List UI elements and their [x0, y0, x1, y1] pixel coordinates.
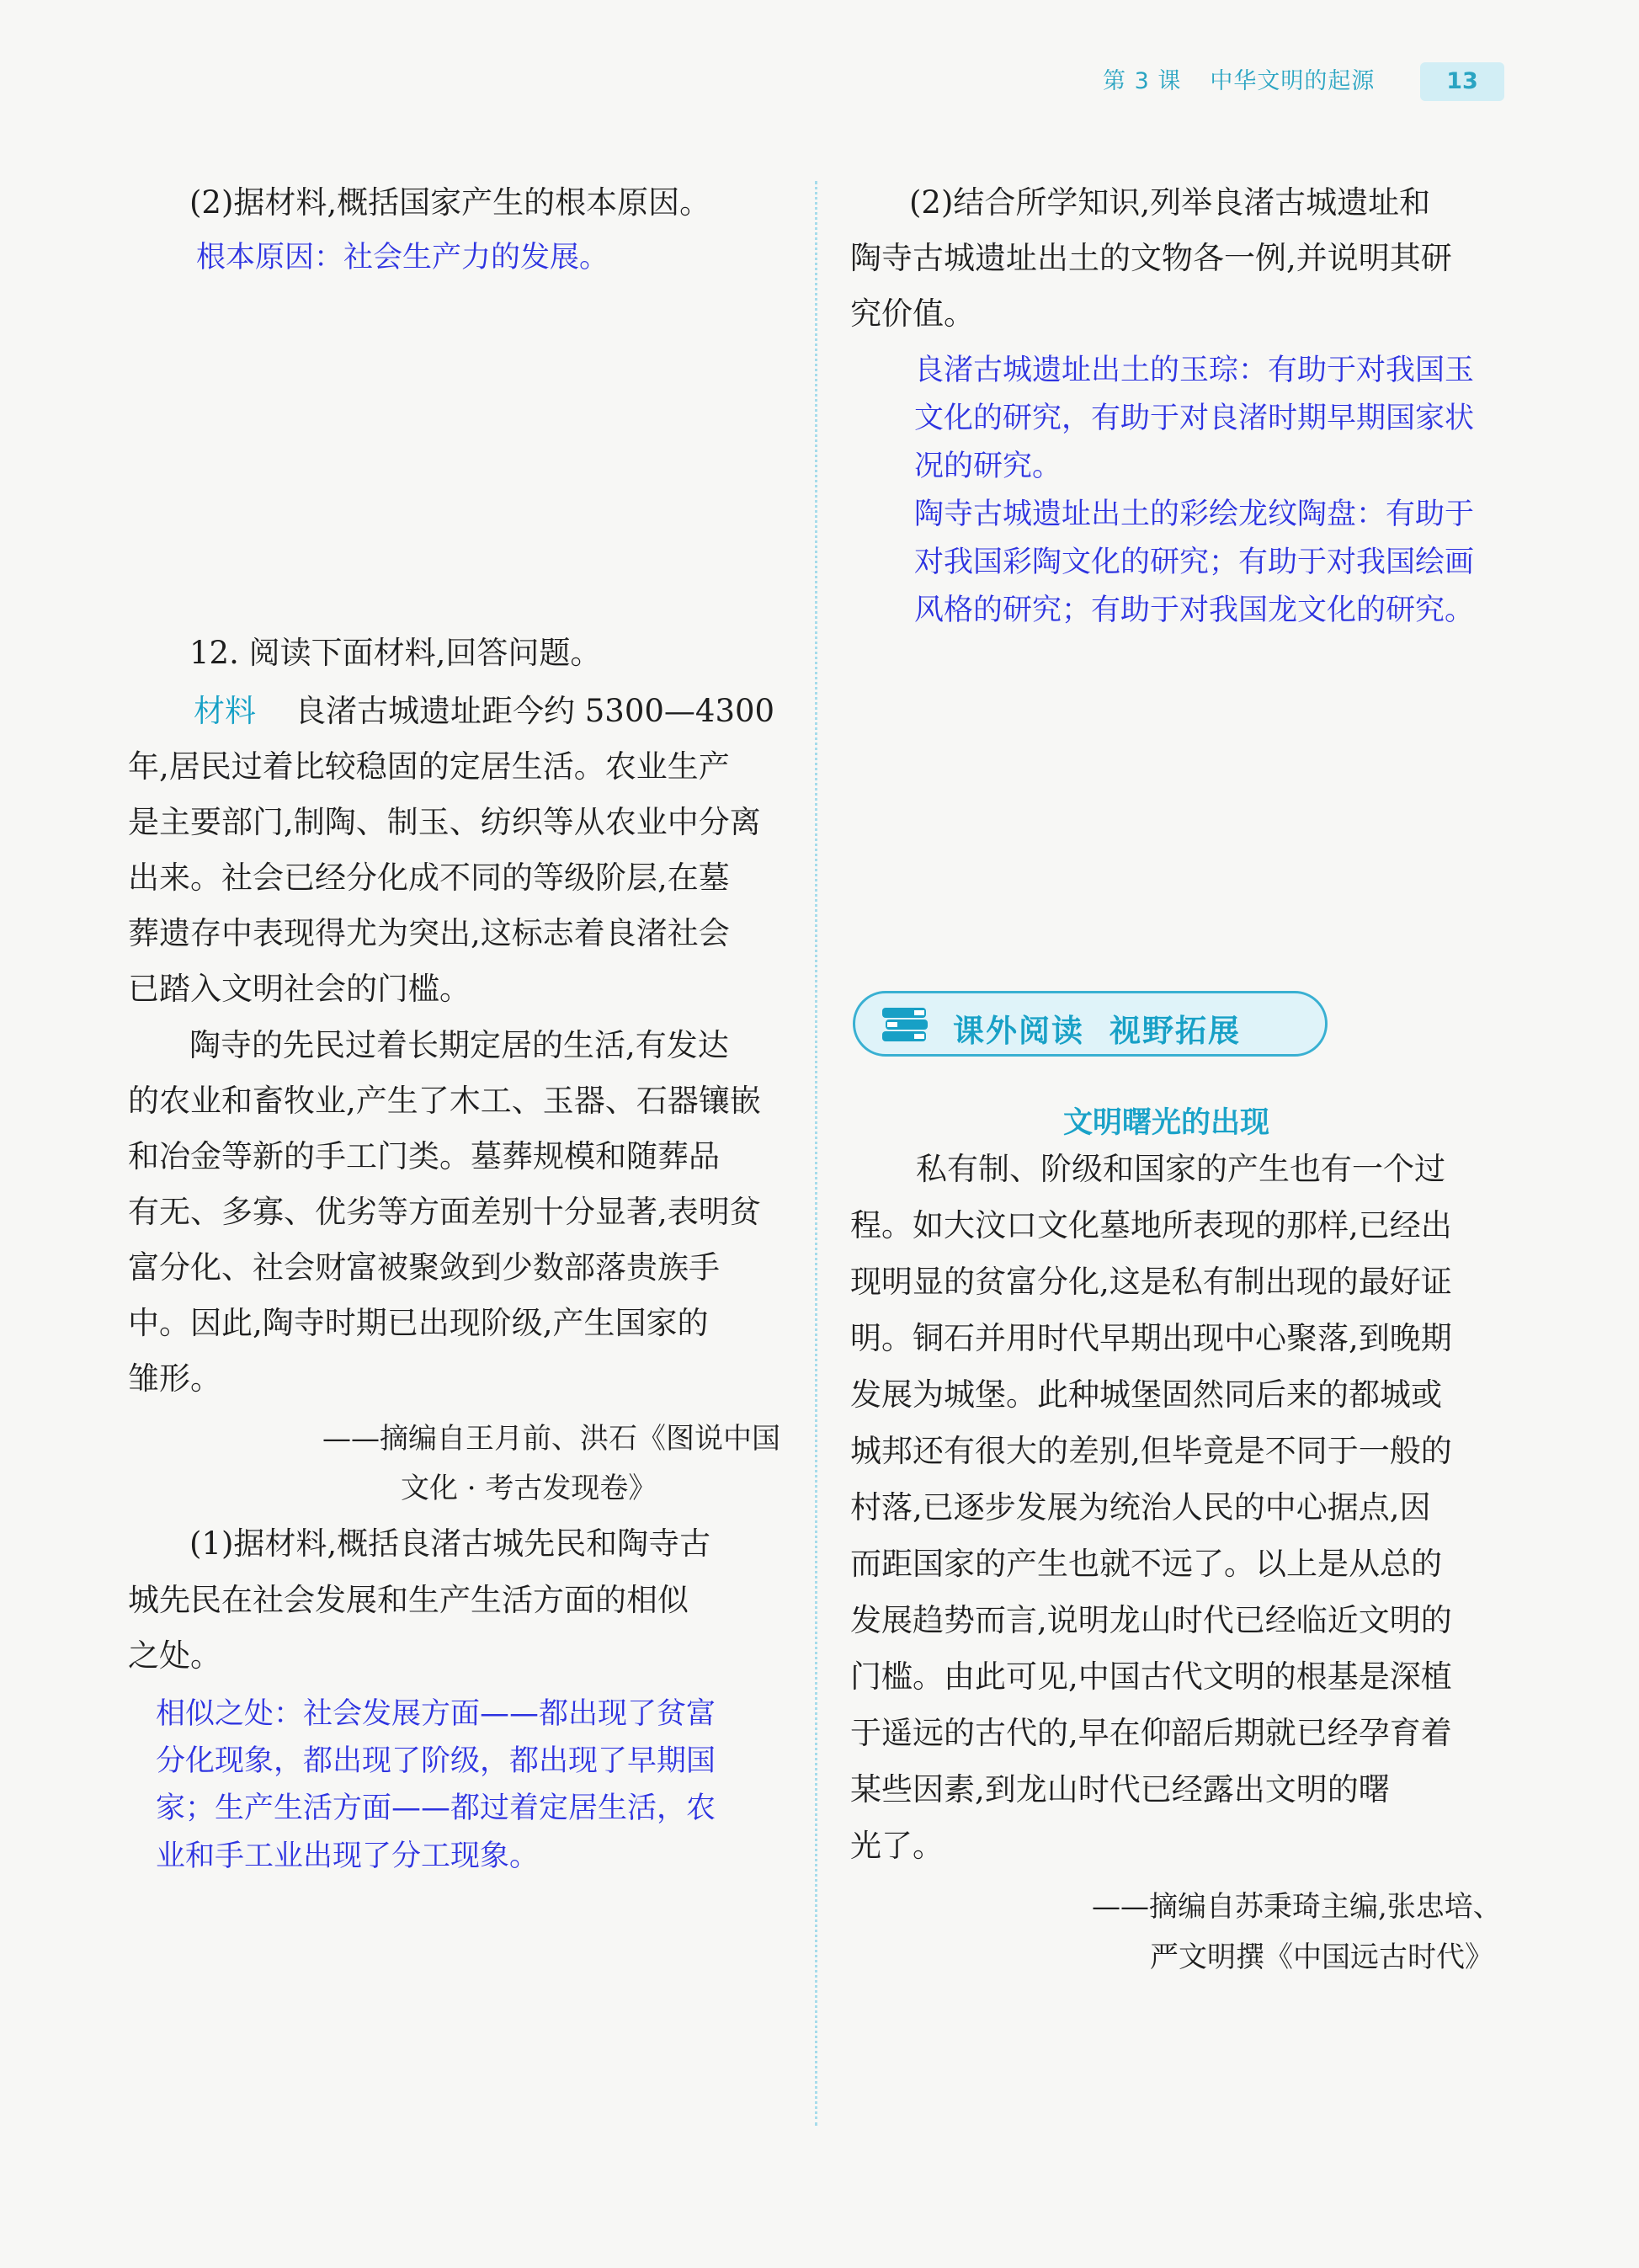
material-line: 已踏入文明社会的门槛。 [128, 971, 471, 1007]
reading-line: 村落,已逐步发展为统治人民的中心据点,因 [850, 1489, 1431, 1525]
banner-left-text: 课外阅读 [953, 1013, 1084, 1049]
question-1-answer: 相似之处：社会发展方面——都出现了贫富 [156, 1697, 716, 1731]
reading-line: 某些因素,到龙山时代已经露出文明的曙 [850, 1771, 1390, 1807]
question-12-title: 12. 阅读下面材料,回答问题。 [189, 635, 602, 671]
reading-line: 而距国家的产生也就不远了。以上是从总的 [850, 1546, 1442, 1582]
question-2-prompt-right: 陶寺古城遗址出土的文物各一例,并说明其研 [850, 240, 1452, 276]
material-label: 材料 [194, 693, 256, 729]
reading-line: 于遥远的古代的,早在仰韶后期就已经孕育着 [850, 1715, 1452, 1751]
reading-line: 门槛。由此可见,中国古代文明的根基是深植 [850, 1658, 1452, 1695]
reading-source: ——摘编自苏秉琦主编,张忠培、 [1092, 1890, 1502, 1924]
reading-line: 城邦还有很大的差别,但毕竟是不同于一般的 [850, 1433, 1452, 1469]
question-2-answer-right: 陶寺古城遗址出土的彩绘龙纹陶盘：有助于 [914, 498, 1475, 531]
question-2-answer-right: 良渚古城遗址出土的玉琮：有助于对我国玉 [914, 354, 1475, 387]
question-2-answer-right: 况的研究。 [914, 450, 1062, 483]
reading-line: 发展为城堡。此种城堡固然同后来的都城或 [850, 1376, 1442, 1413]
question-2-prompt-right: (2)结合所学知识,列举良渚古城遗址和 [909, 184, 1431, 221]
lesson-title: 中华文明的起源 [1210, 68, 1376, 94]
material-line: 有无、多寡、优劣等方面差别十分显著,表明贫 [128, 1194, 761, 1230]
banner-right-text: 视野拓展 [1110, 1013, 1241, 1049]
reading-line: 发展趋势而言,说明龙山时代已经临近文明的 [850, 1602, 1452, 1638]
material-line: 陶寺的先民过着长期定居的生活,有发达 [189, 1027, 729, 1063]
material-line: 良渚古城遗址距今约 5300—4300 [295, 693, 775, 729]
question-1-prompt: 城先民在社会发展和生产生活方面的相似 [128, 1582, 689, 1618]
question-2-answer-right: 对我国彩陶文化的研究；有助于对我国绘画 [914, 546, 1475, 579]
material-source: 文化 · 考古发现卷》 [401, 1472, 657, 1505]
question-2-answer-right: 文化的研究，有助于对良渚时期早期国家状 [914, 402, 1475, 435]
question-1-prompt: 之处。 [128, 1637, 221, 1674]
question-2-prompt: (2)据材料,概括国家产生的根本原因。 [189, 184, 711, 221]
question-1-answer: 家；生产生活方面——都过着定居生活，农 [156, 1792, 716, 1825]
material-line: 葬遗存中表现得尤为突出,这标志着良渚社会 [128, 915, 730, 951]
material-line: 的农业和畜牧业,产生了木工、玉器、石器镶嵌 [128, 1083, 761, 1119]
reading-source: 严文明撰《中国远古时代》 [1150, 1941, 1493, 1974]
question-2-answer-right: 风格的研究；有助于对我国龙文化的研究。 [914, 594, 1475, 627]
question-1-answer: 业和手工业出现了分工现象。 [156, 1839, 540, 1873]
reading-line: 现明显的贫富分化,这是私有制出现的最好证 [850, 1264, 1452, 1300]
chapter-header [1103, 62, 1375, 95]
material-line: 中。因此,陶寺时期已出现阶级,产生国家的 [128, 1305, 709, 1341]
material-line: 是主要部门,制陶、制玉、纺织等从农业中分离 [128, 804, 761, 840]
material-line: 富分化、社会财富被聚敛到少数部落贵族手 [128, 1249, 720, 1286]
material-line: 出来。社会已经分化成不同的等级阶层,在墓 [128, 860, 730, 896]
question-2-answer: 根本原因：社会生产力的发展。 [196, 241, 609, 274]
books-icon [879, 1003, 933, 1046]
lesson-number: 第 3 课 [1103, 68, 1182, 94]
question-1-answer: 分化现象，都出现了阶级，都出现了早期国 [156, 1744, 716, 1778]
reading-line: 光了。 [850, 1828, 944, 1864]
material-source: ——摘编自王月前、洪石《图说中国 [322, 1422, 780, 1456]
reading-line: 程。如大汶口文化墓地所表现的那样,已经出 [850, 1207, 1452, 1243]
reading-line: 私有制、阶级和国家的产生也有一个过 [916, 1151, 1445, 1187]
extended-reading-banner [853, 991, 1328, 1057]
material-line: 和冶金等新的手工门类。墓葬规模和随葬品 [128, 1138, 720, 1174]
reading-line: 明。铜石并用时代早期出现中心聚落,到晚期 [850, 1320, 1452, 1356]
material-line: 年,居民过着比较稳固的定居生活。农业生产 [128, 748, 730, 785]
column-divider [815, 181, 817, 2126]
material-line: 雏形。 [128, 1360, 221, 1397]
question-1-prompt: (1)据材料,概括良渚古城先民和陶寺古 [189, 1525, 711, 1562]
reading-title: 文明曙光的出现 [1063, 1106, 1270, 1140]
question-2-prompt-right: 究价值。 [850, 295, 975, 332]
page-number: 13 [1420, 62, 1504, 101]
